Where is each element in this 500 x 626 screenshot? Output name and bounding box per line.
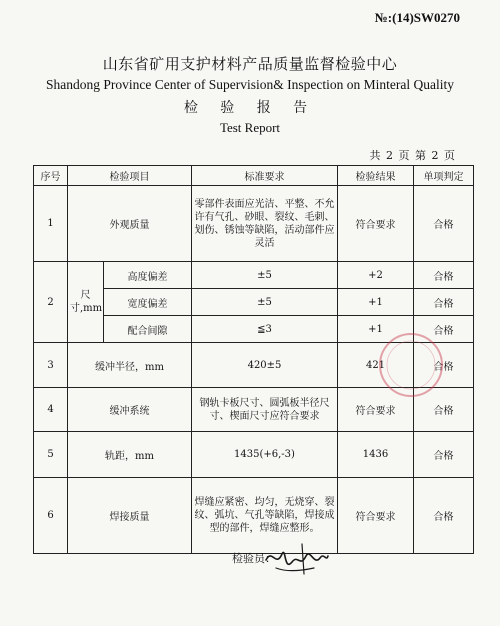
row-verdict: 合格 [414, 388, 474, 432]
col-header-verdict: 单项判定 [414, 166, 474, 186]
col-header-requirement: 标准要求 [192, 166, 338, 186]
row-result: 421 [338, 343, 414, 388]
row-item: 宽度偏差 [104, 289, 192, 316]
col-header-item: 检验项目 [68, 166, 192, 186]
row-result: +1 [338, 289, 414, 316]
row-number: 5 [34, 432, 68, 478]
row-result: 符合要求 [338, 388, 414, 432]
row-verdict: 合格 [414, 478, 474, 554]
row-result: 1436 [338, 432, 414, 478]
row-number: 6 [34, 478, 68, 554]
table-row [34, 478, 474, 554]
row-verdict: 合格 [414, 343, 474, 388]
report-title-en: Test Report [219, 120, 281, 135]
org-name-cn: 山东省矿用支护材料产品质量监督检验中心 [102, 55, 398, 73]
row-requirement: ≦3 [192, 316, 338, 343]
row-number: 2 [34, 262, 68, 343]
row-verdict: 合格 [414, 186, 474, 262]
report-title-cn: 检 验 报 告 [183, 100, 317, 116]
row-requirement: ±5 [192, 262, 338, 289]
table-row [34, 186, 474, 262]
row-verdict: 合格 [414, 432, 474, 478]
row-result: +2 [338, 262, 414, 289]
doc-number: №:(14)SW0270 [374, 10, 460, 25]
row-requirement: 钢轨卡板尺寸、圆弧板半径尺寸、楔面尺寸应符合要求 [192, 388, 338, 432]
row-verdict: 合格 [414, 262, 474, 289]
row-result: +1 [338, 316, 414, 343]
col-header-result: 检验结果 [338, 166, 414, 186]
table-row [34, 262, 474, 289]
row-item: 外观质量 [68, 186, 192, 262]
row-item: 轨距，mm [68, 432, 192, 478]
row-item: 配合间隙 [104, 316, 192, 343]
row-requirement: 零部件表面应光洁、平整、不允许有气孔、砂眼、裂纹、毛刺、划伤、锈蚀等缺陷，活动部件应灵活 [192, 186, 338, 262]
col-header-no: 序号 [34, 166, 68, 186]
page-info: 共 2 页 第 2 页 [369, 149, 456, 162]
table-row [34, 432, 474, 478]
row-result: 符合要求 [338, 478, 414, 554]
row-item: 高度偏差 [104, 262, 192, 289]
row-result: 符合要求 [338, 186, 414, 262]
inspector-label: 检验员： [232, 552, 276, 565]
inspector-signature-icon [262, 538, 330, 578]
row-number: 4 [34, 388, 68, 432]
inspection-stamp-icon [376, 330, 446, 400]
row-item: 缓冲半径，mm [68, 343, 192, 388]
row-verdict: 合格 [414, 316, 474, 343]
row-item: 缓冲系统 [68, 388, 192, 432]
org-name-en: Shandong Province Center of Supervision& Inspection on Minteral Quality [46, 77, 454, 92]
row-requirement: 1435(+6,-3) [192, 432, 338, 478]
row-group-label: 尺寸,mm [68, 262, 104, 343]
row-requirement: ±5 [192, 289, 338, 316]
row-requirement: 焊缝应紧密、均匀，无烧穿、裂纹、弧坑、气孔等缺陷，焊接成型的部件，焊缝应整形。 [192, 478, 338, 554]
row-number: 3 [34, 343, 68, 388]
table-header-row [34, 166, 474, 186]
row-item: 焊接质量 [68, 478, 192, 554]
row-requirement: 420±5 [192, 343, 338, 388]
row-number: 1 [34, 186, 68, 262]
row-verdict: 合格 [414, 289, 474, 316]
